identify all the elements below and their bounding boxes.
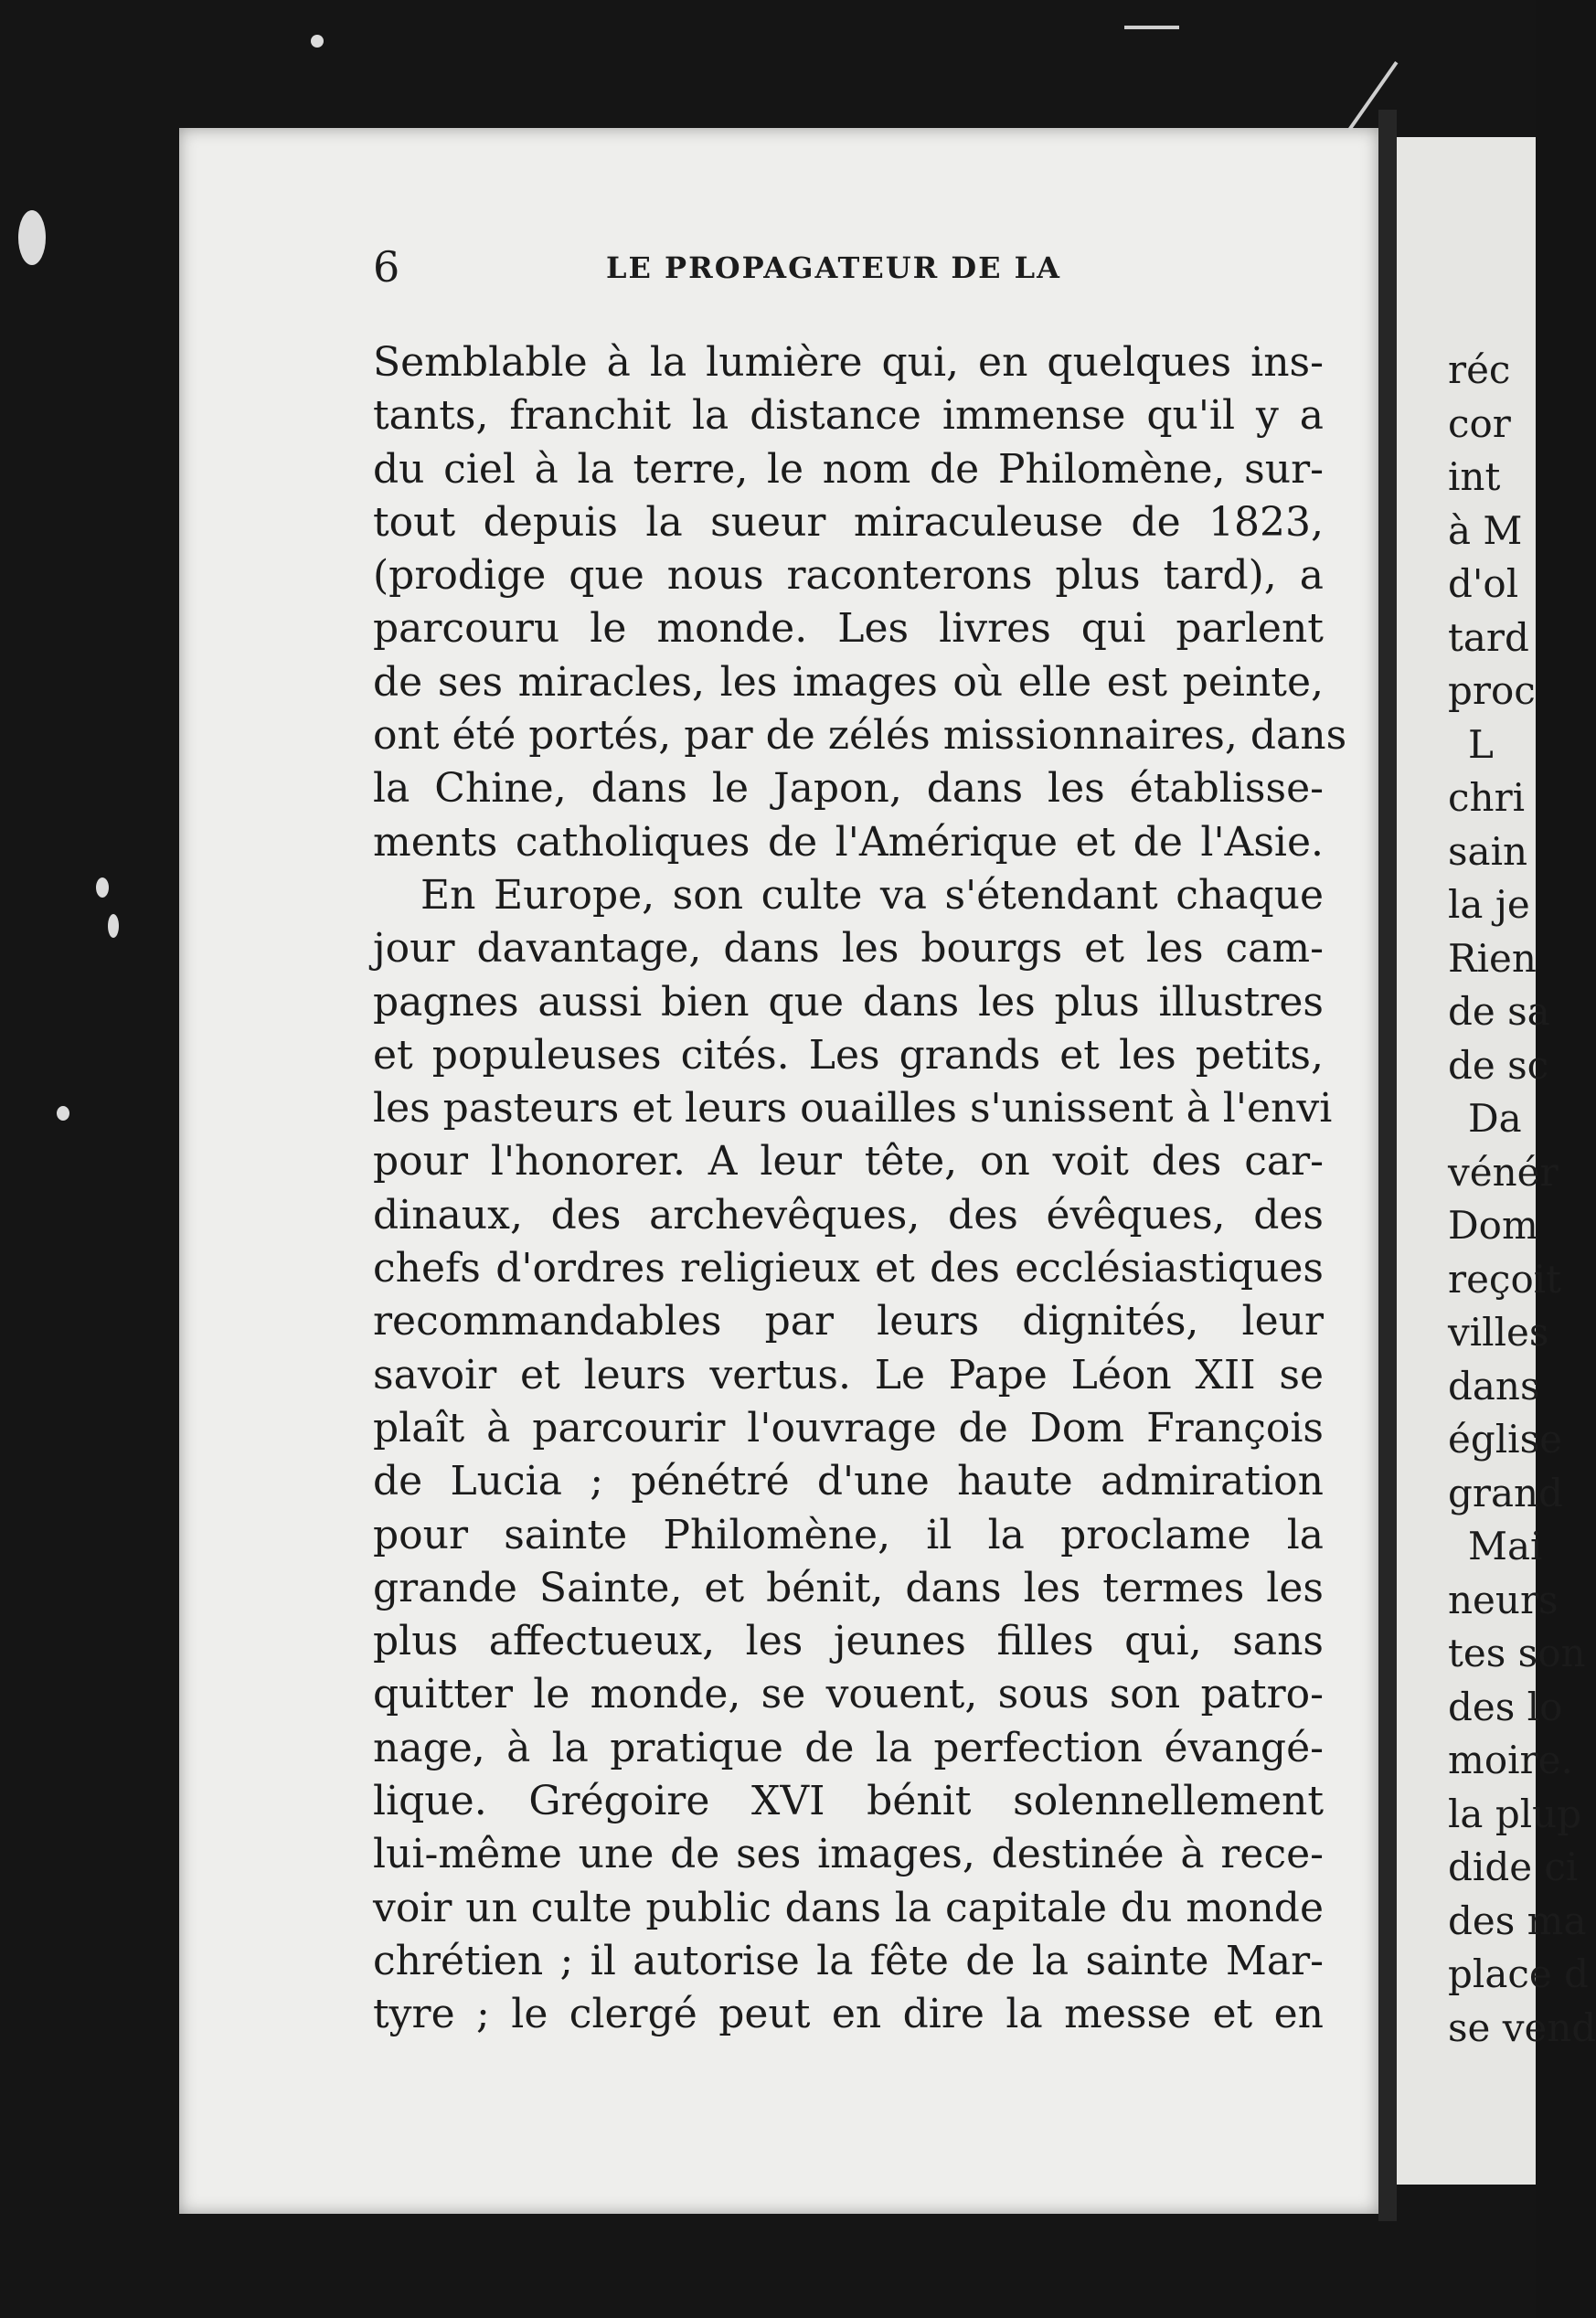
text-line: ont été portés, par de zélés missionnaires, dans <box>373 712 1347 760</box>
text-line: recommandables par leurs dignités, leur <box>373 1298 1324 1345</box>
text-line: de ses miracles, les images où elle est peinte, <box>373 658 1324 706</box>
facing-line: proc <box>1448 668 1536 713</box>
text-line: tyre ; le clergé peut en dire la messe et en <box>373 1991 1324 2038</box>
text-line: quitter le monde, se vouent, sous son patro- <box>373 1671 1324 1718</box>
text-line: ments catholiques de l'Amérique et de l'Asie. <box>373 818 1324 866</box>
facing-line: Mai <box>1468 1524 1543 1568</box>
facing-line: place d <box>1448 1951 1589 1996</box>
facing-line: sain <box>1448 828 1528 874</box>
facing-line: tard <box>1448 614 1529 660</box>
text-line: plaît à parcourir l'ouvrage de Dom François <box>373 1404 1324 1451</box>
facing-line: Rien <box>1448 935 1537 981</box>
facing-page-text <box>1448 344 1596 2055</box>
facing-line: la plup <box>1448 1791 1582 1836</box>
facing-line: se vend <box>1448 2004 1596 2050</box>
facing-line: villes <box>1448 1310 1549 1355</box>
facing-line: tes son <box>1448 1631 1586 1675</box>
text-line: et populeuses cités. Les grands et les petits, <box>373 1031 1324 1079</box>
text-line: nage, à la pratique de la perfection évangé- <box>373 1724 1324 1771</box>
text-line: grande Sainte, et bénit, dans les termes les <box>373 1564 1324 1611</box>
text-line: En Europe, son culte va s'étendant chaque <box>420 871 1324 919</box>
facing-line: des ma <box>1448 1898 1587 1943</box>
text-line: voir un culte public dans la capitale du monde <box>373 1884 1324 1931</box>
text-line: savoir et leurs vertus. Le Pape Léon XII se <box>373 1351 1324 1398</box>
text-line: jour davantage, dans les bourgs et les cam- <box>373 925 1324 973</box>
facing-line: d'ol <box>1448 561 1519 606</box>
text-line: chrétien ; il autorise la fête de la sainte Mar- <box>373 1937 1324 1984</box>
facing-line: des lo <box>1448 1684 1563 1729</box>
text-line: plus affectueux, les jeunes filles qui, sans <box>373 1618 1324 1665</box>
text-line: Semblable à la lumière qui, en quelques ins- <box>373 339 1324 386</box>
facing-line: vénér <box>1448 1149 1559 1195</box>
text-line: les pasteurs et leurs ouailles s'unissent à l'envi <box>373 1085 1333 1132</box>
book-gutter <box>1378 110 1397 2221</box>
film-scratch <box>1124 26 1179 29</box>
facing-line: grand <box>1448 1470 1563 1515</box>
facing-line: reçoit <box>1448 1256 1562 1302</box>
text-line: (prodige que nous raconterons plus tard), a <box>373 552 1324 600</box>
text-line: parcouru le monde. Les livres qui parlent <box>373 605 1324 653</box>
text-line: du ciel à la terre, le nom de Philomène, sur- <box>373 445 1324 493</box>
dust-speck <box>311 35 324 48</box>
facing-line: Da <box>1468 1096 1522 1141</box>
facing-line: int <box>1448 454 1501 499</box>
text-line: pagnes aussi bien que dans les plus illustres <box>373 978 1324 1026</box>
text-line: chefs d'ordres religieux et des ecclésiastiques <box>373 1245 1324 1292</box>
facing-line: dans <box>1448 1363 1540 1409</box>
facing-line: la je <box>1448 882 1530 927</box>
facing-line: de sa <box>1448 989 1550 1034</box>
text-line: lique. Grégoire XVI bénit solennellement <box>373 1778 1324 1825</box>
dust-speck <box>96 877 109 898</box>
page-header <box>373 239 1324 294</box>
dust-speck <box>18 210 46 265</box>
text-line: tants, franchit la distance immense qu'il y a <box>373 392 1324 440</box>
page-number: 6 <box>373 242 400 292</box>
running-head: LE PROPAGATEUR DE LA <box>606 250 1061 285</box>
facing-line: à M <box>1448 507 1523 553</box>
text-line: pour l'honorer. A leur tête, on voit des car- <box>373 1138 1324 1186</box>
text-line: tout depuis la sueur miraculeuse de 1823, <box>373 498 1324 546</box>
text-line: dinaux, des archevêques, des évêques, des <box>373 1191 1324 1239</box>
dust-speck <box>57 1106 69 1121</box>
facing-line: moire. <box>1448 1738 1573 1782</box>
facing-line: chri <box>1448 775 1526 820</box>
text-line: la Chine, dans le Japon, dans les établisse- <box>373 765 1324 813</box>
facing-line: de sc <box>1448 1042 1549 1088</box>
facing-line: neurs <box>1448 1577 1559 1622</box>
dust-speck <box>108 914 119 938</box>
facing-line: église <box>1448 1417 1563 1462</box>
right-page-fragment <box>1397 137 1596 2185</box>
text-line: pour sainte Philomène, il la proclame la <box>373 1511 1324 1558</box>
facing-line: L <box>1468 721 1494 767</box>
text-line: de Lucia ; pénétré d'une haute admiration <box>373 1458 1324 1505</box>
facing-line: réc <box>1448 347 1511 392</box>
facing-line: dide ci <box>1448 1845 1579 1889</box>
page-body-text <box>373 336 1347 2042</box>
facing-line: Dom <box>1448 1203 1538 1248</box>
facing-line: cor <box>1448 400 1511 446</box>
text-line: lui-même une de ses images, destinée à rece- <box>373 1831 1324 1878</box>
